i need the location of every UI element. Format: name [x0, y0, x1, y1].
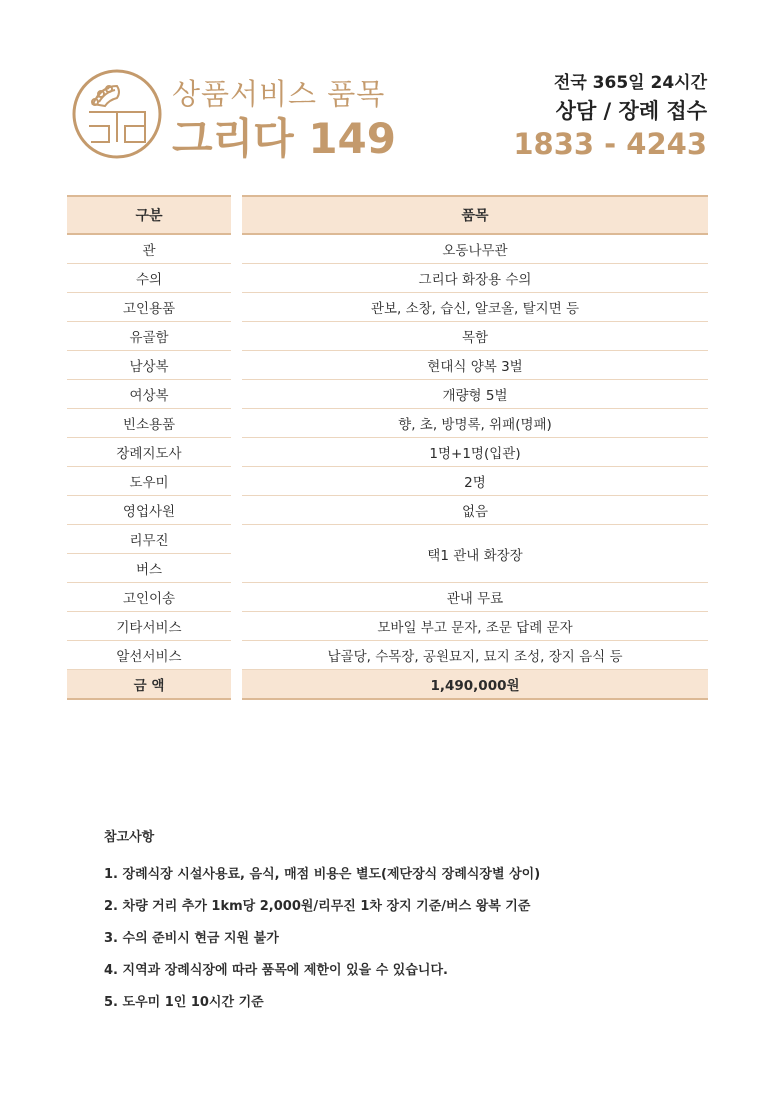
table-row	[67, 380, 708, 409]
row-category: 관	[67, 235, 231, 264]
table-row	[67, 496, 708, 525]
brand-subtitle: 상품서비스 품목	[172, 77, 386, 111]
table-row	[67, 525, 708, 554]
table-row	[67, 235, 708, 264]
row-category: 수의	[67, 264, 231, 293]
row-category: 알선서비스	[67, 641, 231, 670]
notes-section	[104, 826, 540, 1023]
row-item: 1명+1명(입관)	[242, 438, 708, 467]
price-table	[67, 195, 708, 700]
row-category: 장례지도사	[67, 438, 231, 467]
row-category: 리무진	[67, 525, 231, 554]
row-item: 오동나무관	[242, 235, 708, 264]
table-row	[67, 264, 708, 293]
table-row	[67, 409, 708, 438]
table-row	[67, 438, 708, 467]
row-category: 남상복	[67, 351, 231, 380]
row-category: 고인이송	[67, 583, 231, 612]
total-value: 1,490,000원	[242, 670, 708, 700]
row-item: 모바일 부고 문자, 조문 답례 문자	[242, 612, 708, 641]
brand-logo-icon	[71, 68, 163, 160]
row-item: 개량형 5벌	[242, 380, 708, 409]
contact-block	[513, 68, 707, 161]
row-item: 목함	[242, 322, 708, 351]
row-category: 여상복	[67, 380, 231, 409]
table-row	[67, 293, 708, 322]
row-item: 관보, 소창, 습신, 알코올, 탈지면 등	[242, 293, 708, 322]
header-item: 품목	[242, 195, 708, 235]
table-row	[67, 612, 708, 641]
note-item: 3. 수의 준비시 현금 지원 불가	[104, 931, 279, 946]
row-item: 없음	[242, 496, 708, 525]
note-item: 5. 도우미 1인 10시간 기준	[104, 995, 264, 1010]
contact-service: 상담 / 장례 접수	[555, 99, 707, 123]
table-row	[67, 467, 708, 496]
row-item: 그리다 화장용 수의	[242, 264, 708, 293]
row-category: 기타서비스	[67, 612, 231, 641]
notes-title: 참고사항	[104, 830, 155, 845]
table-row	[67, 322, 708, 351]
note-item: 2. 차량 거리 추가 1km당 2,000원/리무진 1차 장지 기준/버스 왕복 기준	[104, 899, 531, 914]
table-row	[67, 583, 708, 612]
contact-hours: 전국 365일 24시간	[553, 73, 707, 93]
header-category: 구분	[67, 195, 231, 235]
total-row	[67, 670, 708, 700]
row-item: 2명	[242, 467, 708, 496]
table-row	[67, 641, 708, 670]
row-item: 관내 무료	[242, 583, 708, 612]
row-category: 고인용품	[67, 293, 231, 322]
row-category: 도우미	[67, 467, 231, 496]
row-category: 버스	[67, 554, 231, 583]
brand-title: 그리다 149	[172, 114, 397, 163]
row-item: 향, 초, 방명록, 위패(명패)	[242, 409, 708, 438]
row-item: 택1 관내 화장장	[242, 525, 708, 583]
row-category: 빈소용품	[67, 409, 231, 438]
row-category: 영업사원	[67, 496, 231, 525]
row-item: 납골당, 수목장, 공원묘지, 묘지 조성, 장지 음식 등	[242, 641, 708, 670]
row-item: 현대식 양복 3벌	[242, 351, 708, 380]
row-category: 유골함	[67, 322, 231, 351]
note-item: 1. 장례식장 시설사용료, 음식, 매점 비용은 별도(제단장식 장례식장별 상이)	[104, 867, 541, 882]
note-item: 4. 지역과 장례식장에 따라 품목에 제한이 있을 수 있습니다.	[104, 963, 448, 978]
table-row	[67, 351, 708, 380]
contact-phone[interactable]: 1833 - 4243	[513, 127, 707, 161]
table-header-row	[67, 195, 708, 235]
total-label: 금 액	[67, 670, 231, 700]
